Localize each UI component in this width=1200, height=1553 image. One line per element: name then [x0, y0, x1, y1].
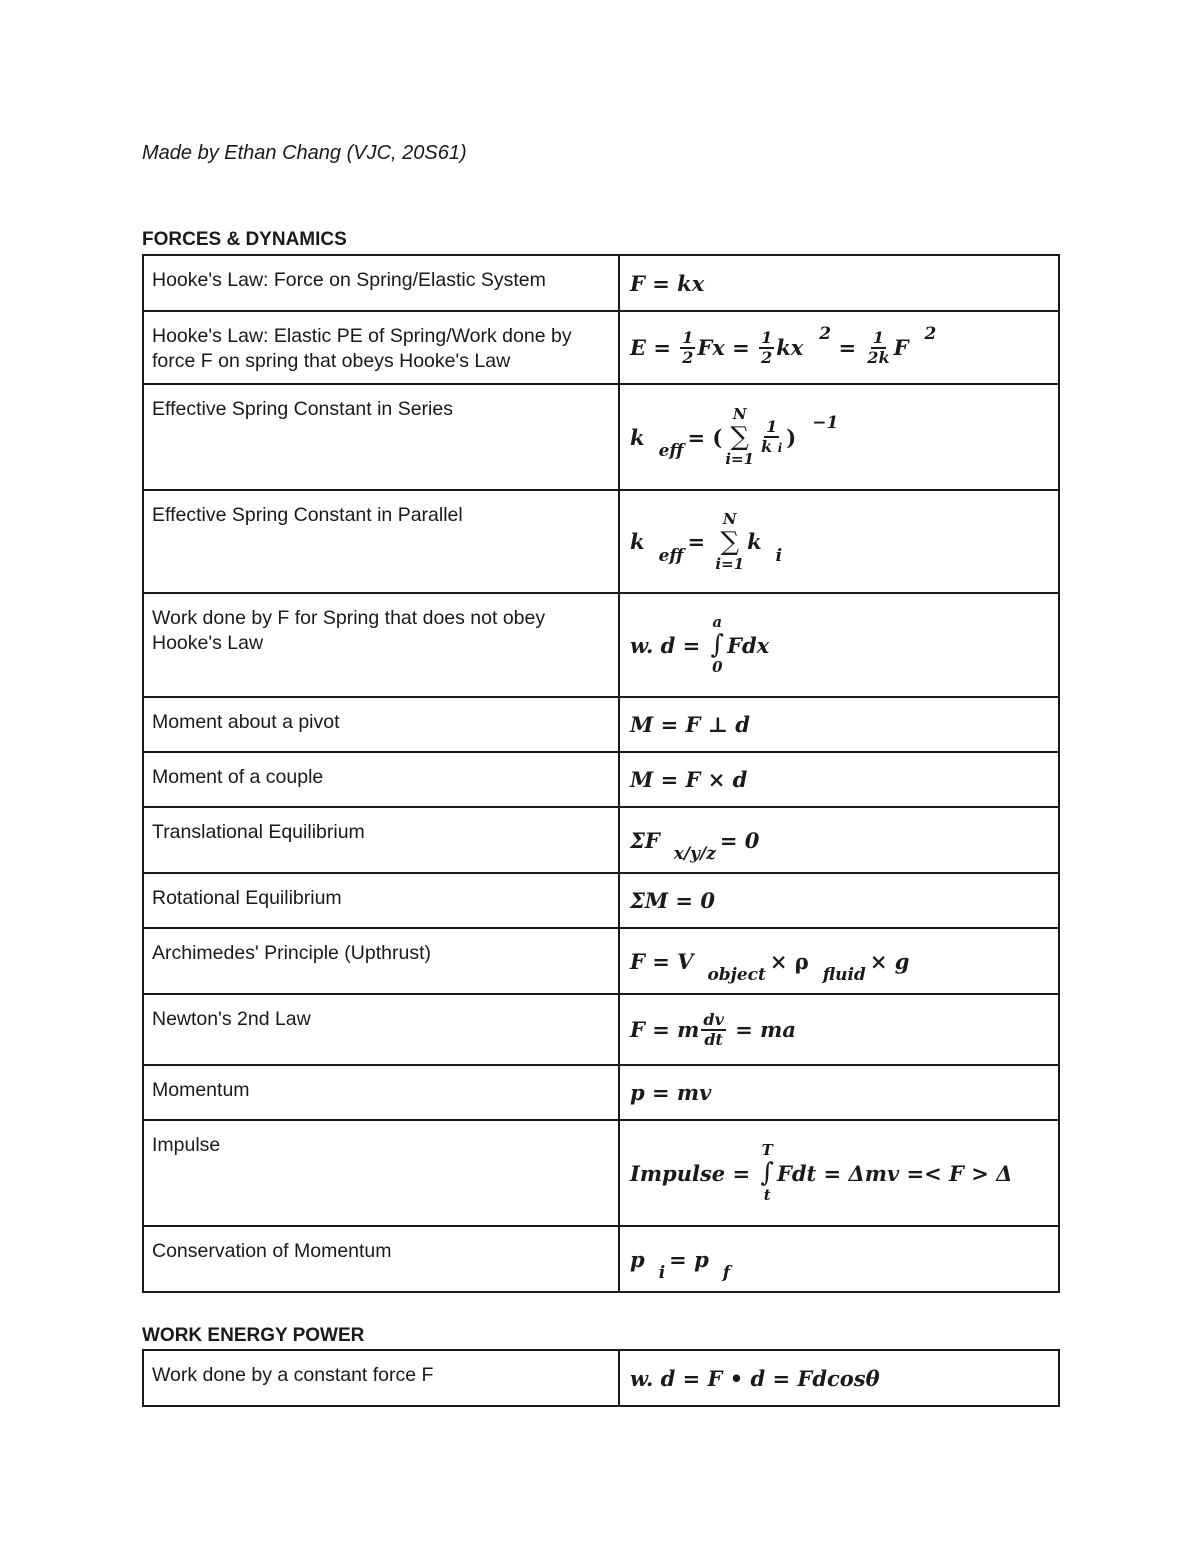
formula-part: object	[707, 965, 766, 985]
formula-part: (	[712, 424, 723, 450]
formula-part: dt	[704, 1029, 723, 1049]
row-label: Newton's 2nd Law	[143, 994, 619, 1065]
formula-part: =	[732, 335, 750, 360]
formula-part	[759, 329, 774, 367]
formula-part: ×	[869, 948, 888, 974]
formula-part: M	[630, 712, 654, 737]
formula-moment-pivot	[619, 697, 1059, 752]
formula-part: N	[722, 509, 737, 528]
formula-part: 2	[924, 323, 937, 344]
formula-part: =	[682, 1365, 701, 1391]
formula-part: =	[772, 1365, 791, 1391]
formula-part: w. d	[630, 632, 676, 658]
formula-part: i	[775, 545, 783, 566]
author-credit: Made by Ethan Chang (VJC, 20S61)	[142, 142, 467, 164]
formula-part: i	[777, 440, 783, 455]
formula-part: 1	[682, 327, 694, 347]
formula-part: k	[630, 424, 645, 450]
formula-part: k	[747, 529, 762, 554]
formula-part: =	[652, 948, 670, 974]
formula-part	[630, 827, 760, 864]
table-row	[143, 1120, 1059, 1226]
formula-part	[760, 1142, 774, 1204]
formula-part	[630, 1142, 1012, 1204]
formula-work-integral	[619, 593, 1059, 697]
formula-parallel-spring	[619, 490, 1059, 593]
row-label: Effective Spring Constant in Series	[143, 384, 619, 490]
table-row	[143, 384, 1059, 490]
row-label: Hooke's Law: Force on Spring/Elastic System	[143, 255, 619, 311]
formula-part	[630, 1011, 796, 1049]
row-label: Moment about a pivot	[143, 697, 619, 752]
formula-part: 2	[682, 347, 694, 367]
formula-part: ×	[769, 948, 788, 974]
formula-part: a	[712, 613, 723, 631]
formula-part: •	[729, 1365, 744, 1391]
formula-part: 1	[872, 327, 885, 347]
formula-part: m	[677, 1017, 700, 1042]
formula-part	[759, 438, 784, 457]
row-label: Moment of a couple	[143, 752, 619, 807]
formula-part: F	[630, 1017, 645, 1042]
formula-conservation-momentum	[619, 1226, 1059, 1292]
formula-part: ⊥	[707, 712, 728, 737]
formula-part: =	[682, 632, 701, 658]
formula-part: =	[675, 888, 694, 913]
row-label: Hooke's Law: Elastic PE of Spring/Work done by force F on spring that obeys Hooke's Law	[143, 311, 619, 384]
formula-part: p	[694, 1246, 709, 1272]
formula-part: k	[630, 529, 645, 554]
formula-part	[759, 418, 784, 457]
formula-part: Fdt	[776, 1160, 817, 1186]
row-label: Work done by F for Spring that does not obey Hooke's Law	[143, 593, 619, 697]
formula-part: F	[630, 948, 645, 974]
formula-part: kx	[776, 335, 804, 360]
formula-part: 1	[761, 327, 773, 347]
row-label: Archimedes' Principle (Upthrust)	[143, 928, 619, 994]
row-label: Translational Equilibrium	[143, 807, 619, 873]
formula-part: =	[652, 270, 670, 296]
formula-part: F	[893, 335, 909, 360]
formula-part: g	[894, 948, 910, 974]
row-label: Effective Spring Constant in Parallel	[143, 490, 619, 593]
formula-part	[630, 1246, 734, 1283]
table-row	[143, 1350, 1059, 1406]
formula-part: =	[653, 335, 671, 360]
formula-part: =	[735, 1017, 753, 1042]
formula-part: i=1	[715, 554, 745, 573]
formula-impulse	[619, 1120, 1059, 1226]
formula-archimedes	[619, 928, 1059, 994]
table-row	[143, 311, 1059, 384]
row-label: Work done by a constant force F	[143, 1350, 619, 1406]
formula-rotational-eq	[619, 873, 1059, 928]
formula-part: t	[763, 1186, 771, 1204]
table-row	[143, 255, 1059, 311]
formula-part	[630, 406, 838, 468]
formula-part: F	[630, 270, 645, 296]
formula-elastic-pe	[619, 311, 1059, 384]
forces-dynamics-table	[142, 254, 1060, 1293]
formula-part	[630, 948, 910, 985]
formula-part: 0	[744, 827, 760, 853]
formula-part: eff	[658, 441, 684, 461]
row-label: Impulse	[143, 1120, 619, 1226]
table-row	[143, 752, 1059, 807]
formula-part: )	[786, 424, 797, 450]
formula-part: ×	[707, 767, 726, 792]
formula-part: ∫	[760, 1158, 774, 1188]
formula-part: Fdcosθ	[797, 1365, 880, 1391]
section-title-forces-dynamics: FORCES & DYNAMICS	[142, 229, 347, 250]
formula-part	[630, 323, 937, 367]
formula-translational-eq	[619, 807, 1059, 873]
formula-part: 0	[700, 888, 715, 913]
formula-part: Δmv	[848, 1160, 900, 1186]
formula-part: i=1	[725, 450, 755, 468]
formula-part: d	[750, 1365, 766, 1391]
formula-momentum	[619, 1065, 1059, 1120]
table-row	[143, 994, 1059, 1065]
table-row	[143, 697, 1059, 752]
formula-part: ma	[760, 1017, 796, 1042]
formula-part: E	[630, 335, 647, 360]
formula-part: F	[685, 712, 701, 737]
formula-part: ∫	[710, 630, 725, 660]
formula-part: =	[660, 712, 679, 737]
formula-part: =	[823, 1160, 842, 1186]
formula-part: Fx	[697, 335, 725, 360]
formula-part	[701, 1011, 725, 1049]
formula-part: =	[732, 1160, 751, 1186]
formula-part: w. d	[630, 1365, 676, 1391]
formula-part: =	[652, 1017, 670, 1042]
formula-part: Impulse	[630, 1160, 726, 1186]
formula-hookes-law	[619, 255, 1059, 311]
formula-part: V	[677, 948, 694, 974]
formula-part: =	[652, 1080, 670, 1105]
formula-part: 2	[761, 347, 773, 367]
formula-part: x/y/z	[673, 844, 716, 864]
formula-part: M	[630, 767, 654, 792]
formula-part: d	[732, 767, 748, 792]
row-label: Rotational Equilibrium	[143, 873, 619, 928]
formula-part: 2	[819, 323, 832, 344]
table-row	[143, 593, 1059, 697]
formula-part	[711, 614, 725, 676]
table-row	[143, 1065, 1059, 1120]
formula-part: ∑	[730, 422, 749, 452]
formula-part: k	[761, 436, 773, 456]
table-row	[143, 490, 1059, 593]
formula-part: T	[761, 1141, 773, 1159]
formula-part	[630, 511, 786, 573]
formula-part: ρ	[794, 948, 809, 974]
formula-part: kx	[677, 270, 705, 296]
formula-part	[630, 614, 769, 676]
table-row	[143, 807, 1059, 873]
formula-part	[715, 511, 744, 573]
formula-part: f	[722, 1263, 731, 1283]
formula-part: p	[630, 1080, 645, 1105]
formula-part: i	[658, 1263, 666, 1283]
formula-part: 1	[766, 416, 778, 436]
formula-part	[725, 406, 754, 468]
formula-part: 0	[712, 658, 723, 676]
formula-part: =	[719, 827, 738, 853]
formula-part: F	[707, 1365, 723, 1391]
formula-newton-2nd	[619, 994, 1059, 1065]
formula-part: eff	[658, 545, 684, 566]
formula-part	[865, 329, 891, 367]
formula-part: N	[732, 405, 747, 423]
formula-part: F	[685, 767, 701, 792]
formula-part: =	[669, 1246, 687, 1272]
row-label: Momentum	[143, 1065, 619, 1120]
formula-part: fluid	[822, 965, 866, 985]
formula-part: mv	[676, 1080, 712, 1105]
formula-part: =	[838, 335, 857, 360]
table-row	[143, 1226, 1059, 1292]
formula-series-spring	[619, 384, 1059, 490]
formula-part: −1	[812, 413, 839, 433]
formula-work-constant-force	[619, 1350, 1059, 1406]
formula-part: 2k	[867, 347, 890, 367]
formula-part	[680, 329, 695, 367]
formula-part: ΣF	[630, 827, 660, 853]
work-energy-power-table	[142, 1349, 1060, 1407]
formula-part: ΣM	[630, 888, 669, 913]
formula-part: Fdx	[727, 632, 770, 658]
table-row	[143, 928, 1059, 994]
formula-moment-couple	[619, 752, 1059, 807]
section-title-work-energy-power: WORK ENERGY POWER	[142, 1325, 365, 1346]
table-row	[143, 873, 1059, 928]
formula-part: =	[687, 424, 706, 450]
formula-part: =	[660, 767, 679, 792]
formula-part: =	[687, 529, 706, 554]
formula-part: ∑	[720, 526, 740, 557]
formula-part: =< F > Δ	[906, 1160, 1013, 1186]
row-label: Conservation of Momentum	[143, 1226, 619, 1292]
formula-part: dv	[703, 1009, 724, 1029]
formula-part: d	[735, 712, 750, 737]
formula-part: p	[630, 1246, 645, 1272]
